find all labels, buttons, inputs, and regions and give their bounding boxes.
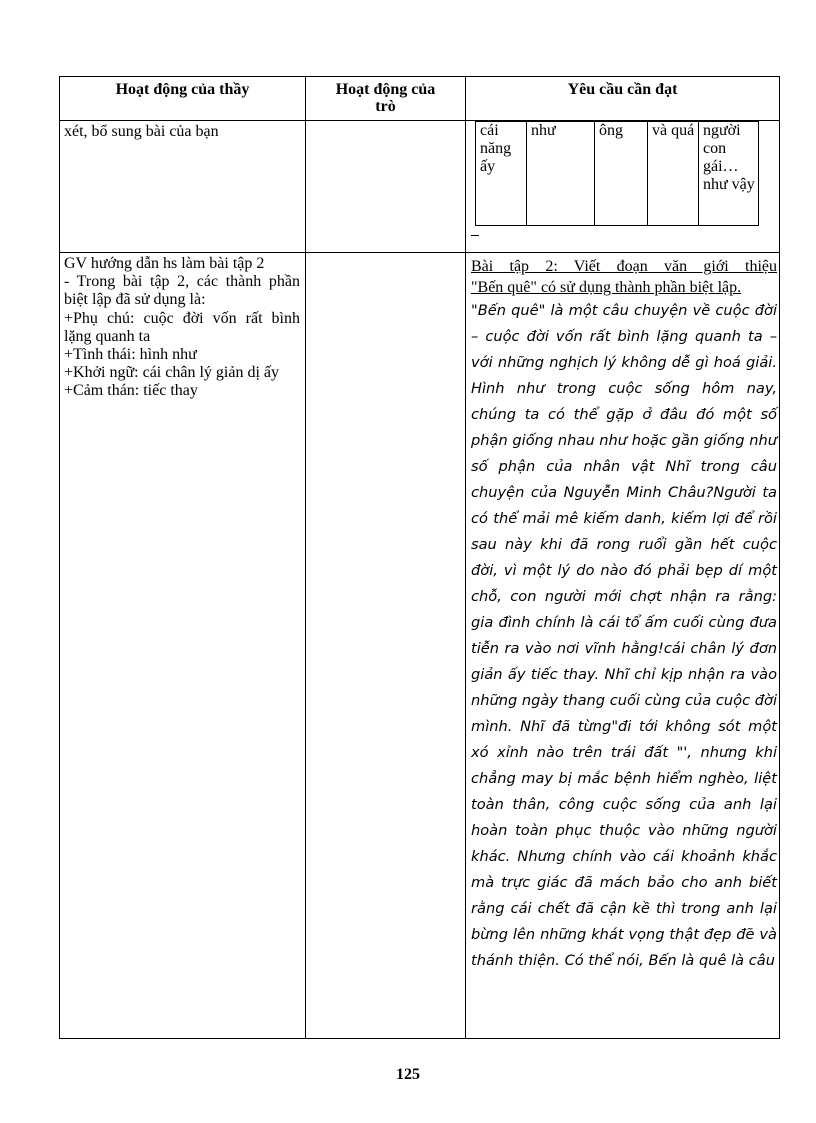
inner-word-table [475, 121, 759, 226]
dash-mark [471, 234, 479, 236]
teacher-line: +Khởi ngữ: cái chân lý giản dị ấy [64, 364, 279, 382]
header-requirements: Yêu cầu cần đạt [466, 77, 780, 121]
page-number: 125 [396, 1066, 420, 1083]
teacher-line: +Phụ chú: cuộc đời vốn rất bình lặng quanh ta [64, 309, 300, 345]
header-student-activity: Hoạt động của trò [306, 77, 466, 121]
row2-student-cell [306, 253, 466, 1039]
row2-requirements-cell [466, 253, 780, 1039]
row1-student-cell [306, 121, 466, 253]
exercise-paragraph: "Bến quê" là một câu chuyện về cuộc đời – cuộc đời vốn rất bình lặng quanh ta – với những nghịch lý không dễ gì hoá giải. Hình như trong cuộc sống hôm nay, chúng ta có thể gặp ở đâu đó một số phận giống nhau như hoặc gần giống như số phận của nhân vật Nhĩ trong câu chuyện của Nguyễn Minh Châu?Người ta có thể mải mê kiếm danh, kiếm lợi để rồi sau này khi đã rong ruổi gần hết cuộc đời, vì một lý do nào đó phải bẹp dí một chỗ, con người mới chợt nhận ra rằng: gia đình chính là cái tổ ấm cuối cùng đưa tiễn ra vào nơi vĩnh hằng!cái chân lý đơn giản ấy tiếc thay. Nhĩ chỉ kịp nhận ra vào những ngày thang cuối cùng của cuộc đời mình. Nhĩ đã từng"đi tới không sót một xó xỉnh nào trên trái đất "', nhưng khi chẳng may bị mắc bệnh hiểm nghèo, liệt toàn thân, công cuộc sống của anh lại hoàn toàn phục thuộc vào những người khác. Nhưng chính vào cái khoảnh khắc mà trực giác đã mách bảo cho anh biết rằng cái chết đã cận kề thì trong anh lại bừng lên những khát vọng thật đẹp đẽ và thánh thiện. Có thể nói, Bến là quê là câu [471, 302, 777, 969]
teacher-line: +Tình thái: hình như [64, 346, 197, 364]
teacher-line: GV hướng dẫn hs làm bài tập 2 [64, 255, 265, 272]
inner-cell: như [527, 122, 595, 226]
row2-teacher-cell [60, 253, 306, 1039]
inner-cell: và quá [648, 122, 699, 226]
header-teacher-activity: Hoạt động của thầy [60, 77, 306, 121]
inner-cell: người con gái… như vậy [699, 122, 759, 226]
row1-requirements-cell [466, 121, 780, 253]
inner-cell: cái năng ấy [476, 122, 527, 226]
teacher-line: - Trong bài tập 2, các thành phần biệt lập đã sử dụng là: [64, 273, 300, 309]
lesson-table [59, 76, 780, 1039]
inner-cell: ông [595, 122, 648, 226]
row1-teacher-cell: xét, bổ sung bài của bạn [60, 121, 306, 253]
teacher-line: +Cảm thán: tiếc thay [64, 382, 198, 400]
exercise-title: Bài tập 2: Viết đoạn văn giới thiệu "Bến quê" có sử dụng thành phần biệt lập. [471, 258, 777, 296]
